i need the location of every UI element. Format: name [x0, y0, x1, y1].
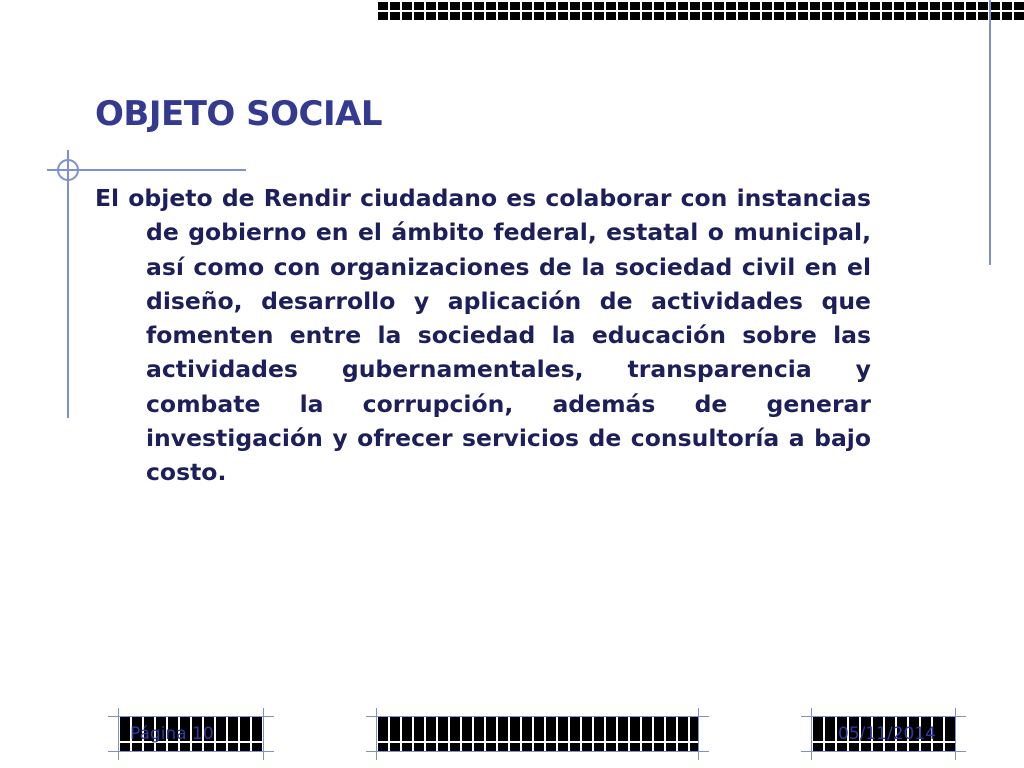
- left-vertical-line: [67, 150, 69, 418]
- footer-center-box: [376, 717, 699, 751]
- footer-page-number: Página 10: [130, 724, 214, 744]
- circle-ornament: [57, 159, 79, 181]
- footer-date: 05/11/2014: [838, 724, 936, 744]
- footer-center-vline-left: [376, 708, 377, 760]
- footer-date-hline-bottom: [801, 751, 966, 752]
- footer-center-hline-bottom: [366, 751, 709, 752]
- footer-date-vline-left: [811, 708, 812, 760]
- top-checkered-bar: [376, 2, 1024, 20]
- footer-page-vline-right: [263, 708, 264, 760]
- right-vertical-line: [989, 0, 991, 265]
- footer-date-vline-right: [955, 708, 956, 760]
- footer-page-hline-bottom: [108, 751, 274, 752]
- footer-page-vline-left: [118, 708, 119, 760]
- slide-body-text: El objeto de Rendir ciudadano es colaborar con instancias de gobierno en el ámbito federal, estatal o municipal, así como con organizaciones de la sociedad civil en el diseño, desarrollo y aplicación de actividades que fomenten entre la sociedad la educación sobre las actividades gubernamentales, transparencia y combate la corrupción, además de generar investigación y ofrecer servicios de consultoría a bajo costo.: [95, 184, 871, 487]
- footer-center-hline: [366, 716, 709, 717]
- slide-title: OBJETO SOCIAL: [95, 94, 383, 134]
- footer-center-vline-right: [698, 708, 699, 760]
